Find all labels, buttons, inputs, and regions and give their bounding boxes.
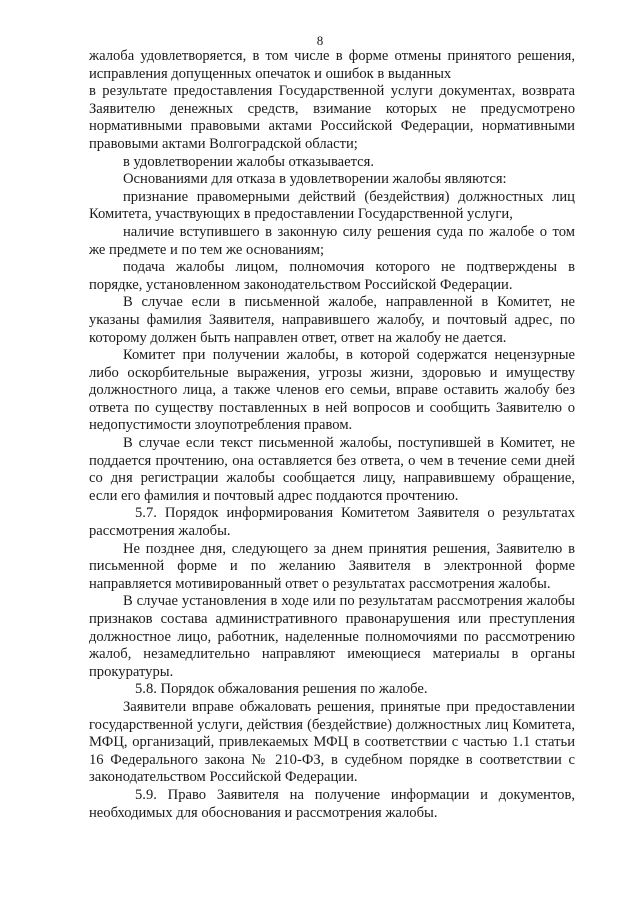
document-body [89, 48, 575, 822]
paragraph: подача жалобы лицом, полномочия которого не подтверждены в порядке, установленном законодательством Российской Федерации. [89, 259, 575, 293]
paragraph: признание правомерными действий (бездействия) должностных лиц Комитета, участвующих в предоставлении Государственной услуги, [89, 188, 575, 223]
paragraph: 5.8. Порядок обжалования решения по жалобе. [135, 681, 428, 698]
paragraph: Заявители вправе обжаловать решения, принятые при предоставлении государственной услуги, действия (бездействие) должностных лиц Комитета, МФЦ, организаций, привлекаемых МФЦ в соответствии с частью 1.1 статьи 16 Федерального закона № 210-ФЗ, в судебном порядке в соответствии с законодательством Российской Федерации. [89, 698, 575, 786]
paragraph: 5.7. Порядок информирования Комитетом Заявителя о результатах рассмотрения жалобы. [89, 505, 575, 540]
paragraph: в результате предоставления Государственной услуги документах, возврата Заявителю денежных средств, взимание которых не предусмотрено нормативными правовыми актами Российской Федерации, нормативными правовыми актами Волгоградской области; [89, 83, 575, 152]
paragraph: наличие вступившего в законную силу решения суда по жалобе о том же предмете и по тем же основаниям; [89, 223, 575, 258]
paragraph: Основаниями для отказа в удовлетворении жалобы являются: [123, 171, 507, 188]
paragraph: 5.9. Право Заявителя на получение информации и документов, необходимых для обоснования и рассмотрения жалобы. [89, 786, 575, 821]
paragraph: В случае если в письменной жалобе, направленной в Комитет, не указаны фамилия Заявителя, направившего жалобу, и почтовый адрес, по которому должен быть направлен ответ, ответ на жалобу не дается. [89, 294, 575, 346]
paragraph: Комитет при получении жалобы, в которой содержатся нецензурные либо оскорбительные выражения, угрозы жизни, здоровью и имуществу должностного лица, а также членов его семьи, вправе оставить жалобу без ответа по существу поставленных в ней вопросов и сообщить Заявителю о недопустимости злоупотребления правом. [89, 347, 575, 434]
page-number: 8 [316, 33, 324, 48]
paragraph: Не позднее дня, следующего за днем принятия решения, Заявителю в письменной форме и по желанию Заявителя в электронной форме направляется мотивированный ответ о результатах рассмотрения жалобы. [89, 540, 575, 592]
paragraph: В случае установления в ходе или по результатам рассмотрения жалобы признаков состава административного правонарушения или преступления должностное лицо, работник, наделенные полномочиями по рассмотрению жалоб, незамедлительно направляют имеющиеся материалы в органы прокуратуры. [89, 593, 575, 680]
paragraph: в удовлетворении жалобы отказывается. [123, 153, 375, 170]
paragraph: жалоба удовлетворяется, в том числе в форме отмены принятого решения, исправления допущенных опечаток и ошибок в выданных [89, 48, 575, 82]
paragraph: В случае если текст письменной жалобы, поступившей в Комитет, не поддается прочтению, она оставляется без ответа, о чем в течение семи дней со дня регистрации жалобы сообщается лицу, направившему обращение, если его фамилия и почтовый адрес поддаются прочтению. [89, 435, 575, 504]
